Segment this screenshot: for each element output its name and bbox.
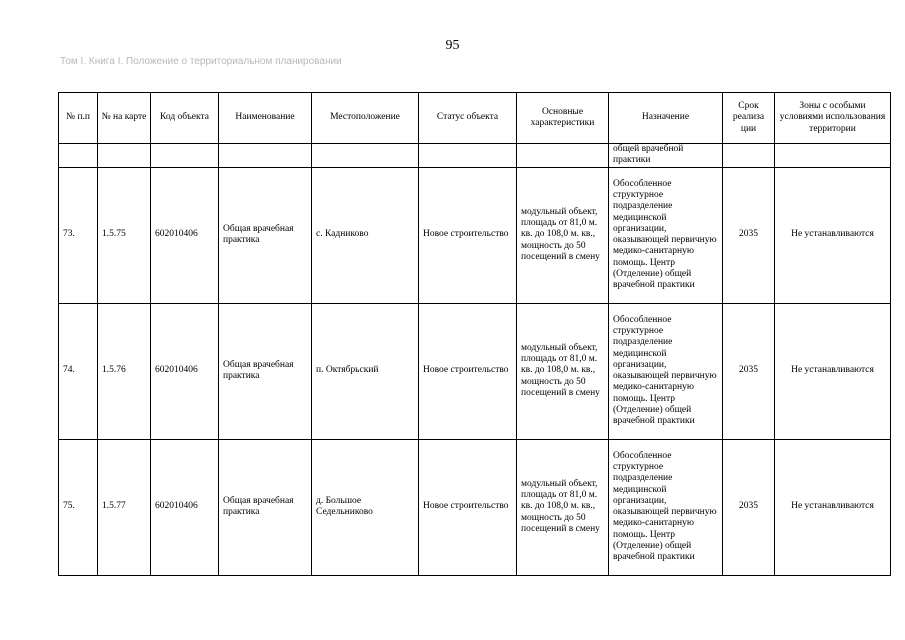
cell-num: 73. xyxy=(59,167,98,303)
cell-code: 602010406 xyxy=(151,303,219,439)
table-row-continuation xyxy=(59,144,891,168)
cell-location: с. Кадниково xyxy=(312,167,419,303)
header-cell-characteristics: Основные характеристики xyxy=(517,93,609,144)
table-row xyxy=(59,167,891,303)
header-cell-code: Код объекта xyxy=(151,93,219,144)
cell-status: Новое строительство xyxy=(419,303,517,439)
cell-status: Новое строительство xyxy=(419,439,517,575)
cell-characteristics: модульный объект, площадь от 81,0 м. кв. до 108,0 м. кв., мощность до 50 посещений в смену xyxy=(517,167,609,303)
cell-num: 74. xyxy=(59,303,98,439)
cell-term: 2035 xyxy=(723,439,775,575)
page-number: 95 xyxy=(445,38,460,53)
header-cell-term: Срок реализа ции xyxy=(723,93,775,144)
cell-term: 2035 xyxy=(723,303,775,439)
table-header-row xyxy=(59,93,891,144)
cell-purpose: Обособленное структурное подразделение медицинской организации, оказывающей первичную медико-санитарную помощь. Центр (Отделение) общей врачебной практики xyxy=(609,439,723,575)
header-cell-map-num: № на карте xyxy=(98,93,151,144)
header-cell-num: № п.п xyxy=(59,93,98,144)
cell-code: 602010406 xyxy=(151,439,219,575)
header-cell-zones: Зоны с особыми условиями использования территории xyxy=(775,93,891,144)
header-cell-name: Наименование xyxy=(219,93,312,144)
objects-table xyxy=(58,92,891,576)
cell-zones: Не устанавливаются xyxy=(775,439,891,575)
cell-purpose: Обособленное структурное подразделение медицинской организации, оказывающей первичную медико-санитарную помощь. Центр (Отделение) общей врачебной практики xyxy=(609,167,723,303)
cell-location: п. Октябрьский xyxy=(312,303,419,439)
header-cell-purpose: Назначение xyxy=(609,93,723,144)
cell-map-num: 1.5.75 xyxy=(98,167,151,303)
cell-name: Общая врачебная практика xyxy=(219,303,312,439)
cell-characteristics: модульный объект, площадь от 81,0 м. кв. до 108,0 м. кв., мощность до 50 посещений в смену xyxy=(517,303,609,439)
header-cell-location: Местоположение xyxy=(312,93,419,144)
cell-characteristics: модульный объект, площадь от 81,0 м. кв. до 108,0 м. кв., мощность до 50 посещений в смену xyxy=(517,439,609,575)
cell-term: 2035 xyxy=(723,167,775,303)
cell-code: 602010406 xyxy=(151,167,219,303)
cell-name: Общая врачебная практика xyxy=(219,439,312,575)
cell-name: Общая врачебная практика xyxy=(219,167,312,303)
cell-location: д. Большое Седельниково xyxy=(312,439,419,575)
cell-zones: Не устанавливаются xyxy=(775,303,891,439)
cell-map-num: 1.5.77 xyxy=(98,439,151,575)
cell-status: Новое строительство xyxy=(419,167,517,303)
header-cell-status: Статус объекта xyxy=(419,93,517,144)
cell-zones: Не устанавливаются xyxy=(775,167,891,303)
cell-num: 75. xyxy=(59,439,98,575)
table-row xyxy=(59,439,891,575)
running-header: Том I. Книга I. Положение о территориальном планировании xyxy=(60,56,342,67)
continuation-purpose-cell: общей врачебной практики xyxy=(609,144,723,168)
cell-map-num: 1.5.76 xyxy=(98,303,151,439)
cell-purpose: Обособленное структурное подразделение медицинской организации, оказывающей первичную медико-санитарную помощь. Центр (Отделение) общей врачебной практики xyxy=(609,303,723,439)
table-row xyxy=(59,303,891,439)
